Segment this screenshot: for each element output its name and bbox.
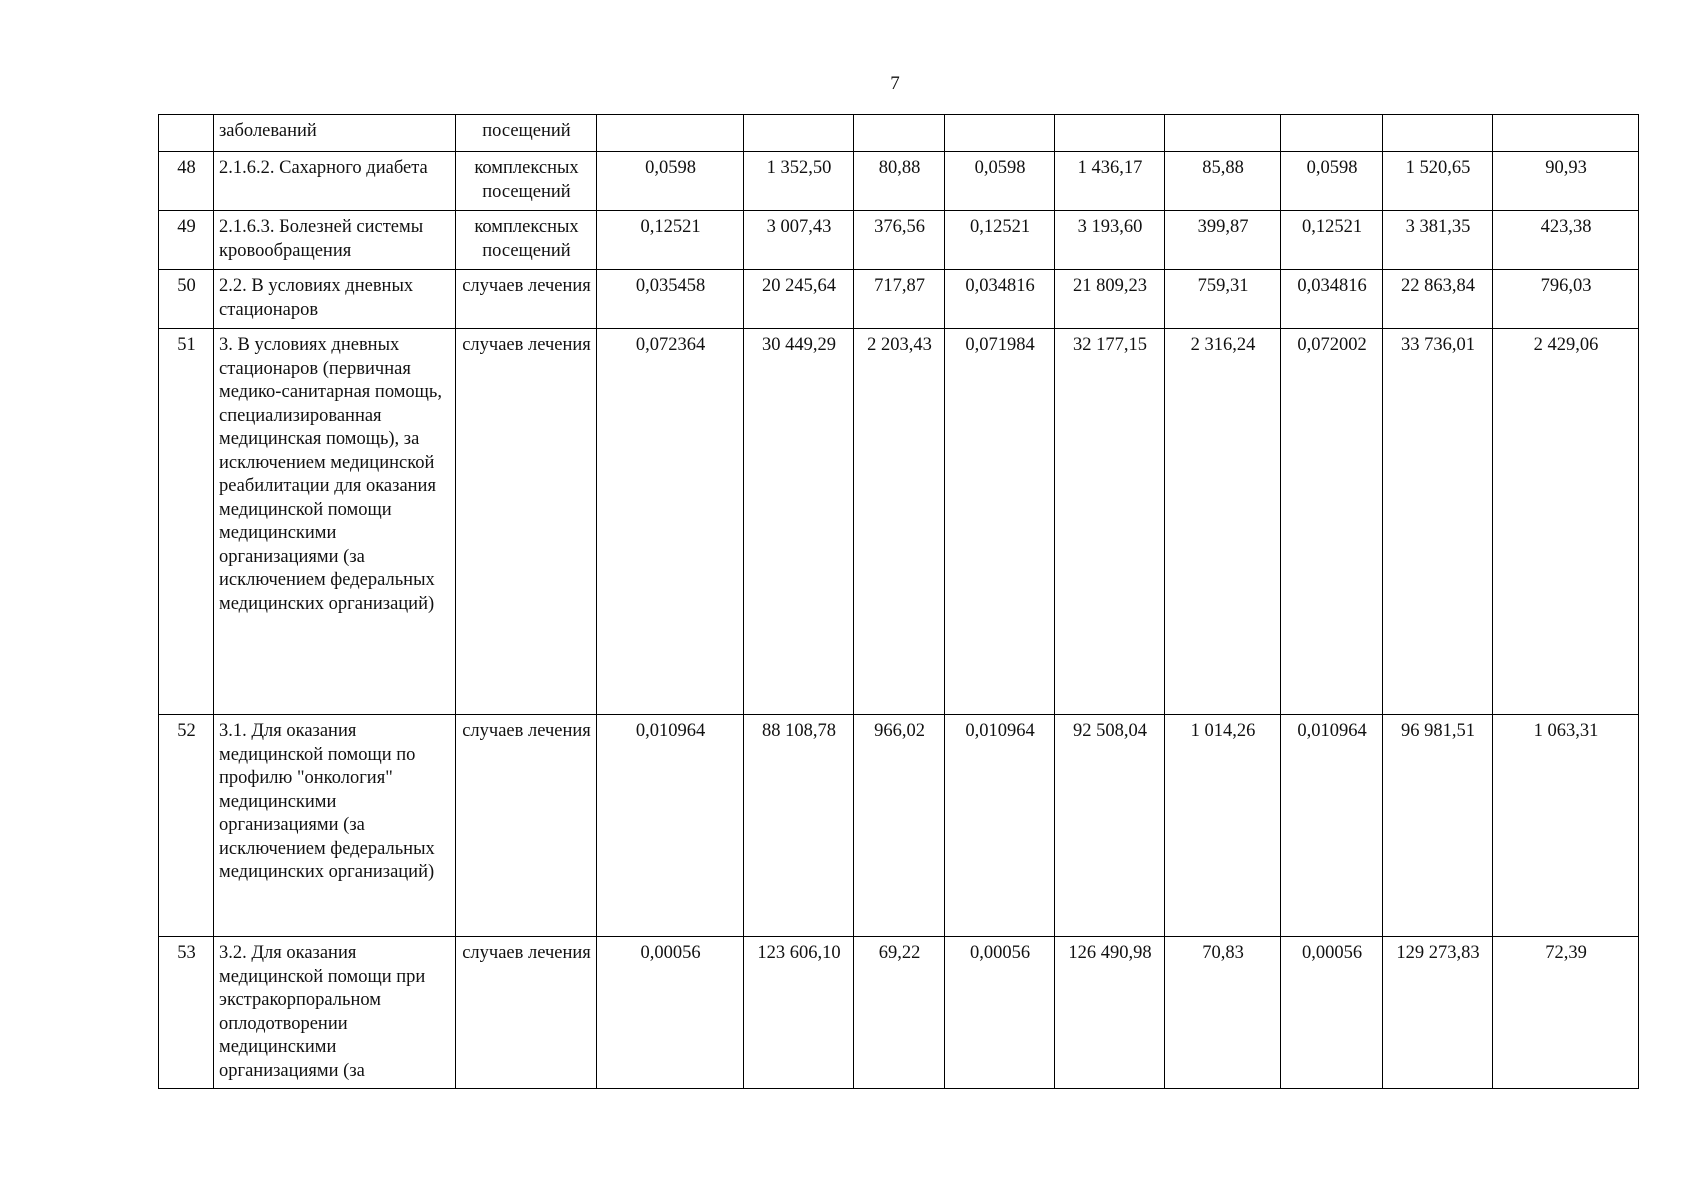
row-value: 0,071984	[945, 329, 1055, 715]
row-value: 32 177,15	[1055, 329, 1165, 715]
row-value: 126 490,98	[1055, 937, 1165, 1089]
row-number: 53	[159, 937, 214, 1089]
row-number: 52	[159, 715, 214, 937]
row-value: 69,22	[854, 937, 945, 1089]
row-value	[1383, 115, 1493, 152]
row-value: 3 381,35	[1383, 211, 1493, 270]
row-value: 399,87	[1165, 211, 1281, 270]
row-value: 717,87	[854, 270, 945, 329]
row-value: 1 063,31	[1493, 715, 1639, 937]
row-value: 0,010964	[945, 715, 1055, 937]
row-value: 966,02	[854, 715, 945, 937]
row-value: 796,03	[1493, 270, 1639, 329]
row-name: 2.2. В условиях дневных стационаров	[214, 270, 456, 329]
row-value: 129 273,83	[1383, 937, 1493, 1089]
table-row	[159, 937, 1639, 1089]
row-value: 20 245,64	[744, 270, 854, 329]
row-value: 21 809,23	[1055, 270, 1165, 329]
row-number: 51	[159, 329, 214, 715]
table-row	[159, 115, 1639, 152]
row-value: 2 316,24	[1165, 329, 1281, 715]
row-value	[744, 115, 854, 152]
row-value: 0,010964	[1281, 715, 1383, 937]
row-value: 88 108,78	[744, 715, 854, 937]
row-value: 96 981,51	[1383, 715, 1493, 937]
row-value	[1281, 115, 1383, 152]
row-value: 92 508,04	[1055, 715, 1165, 937]
row-value	[1493, 115, 1639, 152]
row-value: 0,072002	[1281, 329, 1383, 715]
table-row	[159, 270, 1639, 329]
row-unit: посещений	[456, 115, 597, 152]
row-value: 85,88	[1165, 152, 1281, 211]
row-value: 0,0598	[1281, 152, 1383, 211]
row-unit: комплексных посещений	[456, 211, 597, 270]
row-value: 80,88	[854, 152, 945, 211]
row-unit: случаев лечения	[456, 937, 597, 1089]
row-value: 70,83	[1165, 937, 1281, 1089]
row-value: 0,0598	[945, 152, 1055, 211]
row-value: 0,034816	[945, 270, 1055, 329]
table-row	[159, 152, 1639, 211]
row-value: 1 014,26	[1165, 715, 1281, 937]
row-number: 48	[159, 152, 214, 211]
row-name: 3.2. Для оказания медицинской помощи при экстракорпоральном оплодотворении медицинскими организациями (за	[214, 937, 456, 1089]
row-value: 22 863,84	[1383, 270, 1493, 329]
row-value: 423,38	[1493, 211, 1639, 270]
row-value: 0,12521	[1281, 211, 1383, 270]
row-value: 0,0598	[597, 152, 744, 211]
data-table	[158, 114, 1639, 1089]
row-value: 0,12521	[597, 211, 744, 270]
row-unit: случаев лечения	[456, 270, 597, 329]
row-value: 0,034816	[1281, 270, 1383, 329]
table-row	[159, 211, 1639, 270]
row-value	[945, 115, 1055, 152]
row-value: 3 007,43	[744, 211, 854, 270]
row-value: 30 449,29	[744, 329, 854, 715]
row-unit: комплексных посещений	[456, 152, 597, 211]
row-value: 33 736,01	[1383, 329, 1493, 715]
row-name: 3.1. Для оказания медицинской помощи по профилю "онкология" медицинскими организациями (за исключением федеральных медицинских организаций)	[214, 715, 456, 937]
row-value: 1 352,50	[744, 152, 854, 211]
row-value: 1 520,65	[1383, 152, 1493, 211]
row-name: 2.1.6.3. Болезней системы кровообращения	[214, 211, 456, 270]
row-value: 0,00056	[945, 937, 1055, 1089]
row-name: заболеваний	[214, 115, 456, 152]
table-row	[159, 329, 1639, 715]
row-value: 0,12521	[945, 211, 1055, 270]
row-value: 0,00056	[1281, 937, 1383, 1089]
row-unit: случаев лечения	[456, 329, 597, 715]
row-value	[597, 115, 744, 152]
row-name: 3. В условиях дневных стационаров (первичная медико-санитарная помощь, специализированная медицинская помощь), за исключением медицинской реабилитации для оказания медицинской помощи медицинскими организациями (за исключением федеральных медицинских организаций)	[214, 329, 456, 715]
table-row	[159, 715, 1639, 937]
row-value: 90,93	[1493, 152, 1639, 211]
row-value: 123 606,10	[744, 937, 854, 1089]
row-unit: случаев лечения	[456, 715, 597, 937]
row-value: 0,010964	[597, 715, 744, 937]
row-value: 1 436,17	[1055, 152, 1165, 211]
row-value: 759,31	[1165, 270, 1281, 329]
row-value: 0,072364	[597, 329, 744, 715]
row-number: 50	[159, 270, 214, 329]
row-name: 2.1.6.2. Сахарного диабета	[214, 152, 456, 211]
row-number: 49	[159, 211, 214, 270]
row-value: 0,035458	[597, 270, 744, 329]
row-value: 376,56	[854, 211, 945, 270]
row-value	[854, 115, 945, 152]
page-number: 7	[890, 73, 900, 94]
row-value: 0,00056	[597, 937, 744, 1089]
row-value	[1165, 115, 1281, 152]
row-value: 2 203,43	[854, 329, 945, 715]
row-value: 3 193,60	[1055, 211, 1165, 270]
row-value: 72,39	[1493, 937, 1639, 1089]
row-number	[159, 115, 214, 152]
row-value: 2 429,06	[1493, 329, 1639, 715]
row-value	[1055, 115, 1165, 152]
